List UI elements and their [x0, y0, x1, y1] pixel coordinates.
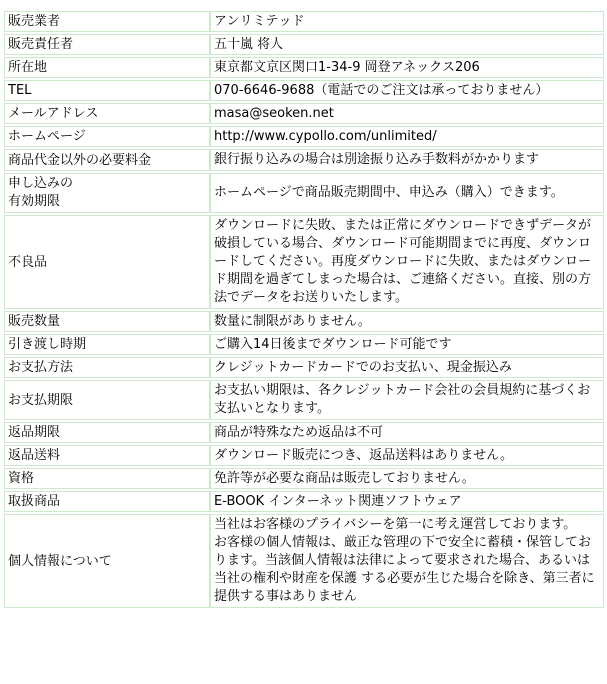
row-label: TEL: [4, 80, 210, 101]
table-row: [4, 215, 604, 309]
row-label: 所在地: [4, 57, 210, 78]
row-value: 銀行振り込みの場合は別途振り込み手数料がかかります: [210, 149, 604, 171]
row-value: E-BOOK インターネット関連ソフトウェア: [210, 491, 604, 512]
row-value: 070-6646-9688（電話でのご注文は承っておりません）: [210, 80, 604, 101]
row-value: お支払い期限は、各クレジットカード会社の会員規約に基づくお支払いとなります。: [210, 380, 604, 420]
row-label: 資格: [4, 468, 210, 489]
table-row: [4, 334, 604, 355]
row-label: 販売業者: [4, 11, 210, 32]
seller-info-table: [4, 9, 604, 610]
row-value: 数量に制限がありません。: [210, 311, 604, 332]
row-label: 返品送料: [4, 445, 210, 466]
row-label: [4, 173, 210, 213]
table-row: [4, 514, 604, 608]
row-label: 個人情報について: [4, 514, 210, 608]
table-row: [4, 357, 604, 378]
table-row: [4, 11, 604, 32]
row-label: 取扱商品: [4, 491, 210, 512]
table-row: [4, 422, 604, 443]
row-label: メールアドレス: [4, 103, 210, 124]
row-value: アンリミテッド: [210, 11, 604, 32]
row-value: 免許等が必要な商品は販売しておりません。: [210, 468, 604, 489]
row-label: 販売数量: [4, 311, 210, 332]
row-value: [210, 514, 604, 608]
table-row: [4, 311, 604, 332]
row-value: 商品が特殊なため返品は不可: [210, 422, 604, 443]
row-label: お支払期限: [4, 380, 210, 420]
email-link[interactable]: masa@seoken.net: [210, 103, 604, 124]
table-row: [4, 34, 604, 55]
row-label: 販売責任者: [4, 34, 210, 55]
table-row: [4, 380, 604, 420]
row-label: 商品代金以外の必要料金: [4, 149, 210, 171]
table-row: [4, 149, 604, 171]
row-value: クレジットカードカードでのお支払い、現金振込み: [210, 357, 604, 378]
row-label-text: 申し込みの 有効期限: [8, 176, 74, 209]
row-value: 東京都文京区関口1-34-9 岡登アネックス206: [210, 57, 604, 78]
row-label: 返品期限: [4, 422, 210, 443]
row-label: お支払方法: [4, 357, 210, 378]
table-row: [4, 491, 604, 512]
row-label: 引き渡し時期: [4, 334, 210, 355]
row-value: 五十嵐 将人: [210, 34, 604, 55]
homepage-link[interactable]: http://www.cypollo.com/unlimited/: [210, 126, 604, 147]
table-row: [4, 173, 604, 213]
table-row: [4, 468, 604, 489]
row-value-text: 当社はお客様のプライバシーを第一に考え運営しております。 お客様の個人情報は、厳正な管理の下で安全に蓄積・保管しております。当該個人情報は法律によって要求された場合、あるいは当社の権利や財産を保護 する必要が生じた場合を除き、第三者に提供する事はありません: [214, 517, 595, 604]
table-row: [4, 445, 604, 466]
row-value: ホームページで商品販売期間中、申込み（購入）できます。: [210, 173, 604, 213]
row-value: ダウンロードに失敗、または正常にダウンロードできずデータが破損している場合、ダウンロード可能期間までに再度、ダウンロードしてください。再度ダウンロードに失敗、またはダウンロード期間を過ぎてしまった場合は、ご連絡ください。直接、別の方法でデータをお送りいたします。: [210, 215, 604, 309]
row-label: ホームページ: [4, 126, 210, 147]
table-row: [4, 103, 604, 124]
table-row: [4, 80, 604, 101]
row-value: ダウンロード販売につき、返品送料はありません。: [210, 445, 604, 466]
row-value: ご購入14日後までダウンロード可能です: [210, 334, 604, 355]
table-row: [4, 57, 604, 78]
row-label: 不良品: [4, 215, 210, 309]
table-row: [4, 126, 604, 147]
